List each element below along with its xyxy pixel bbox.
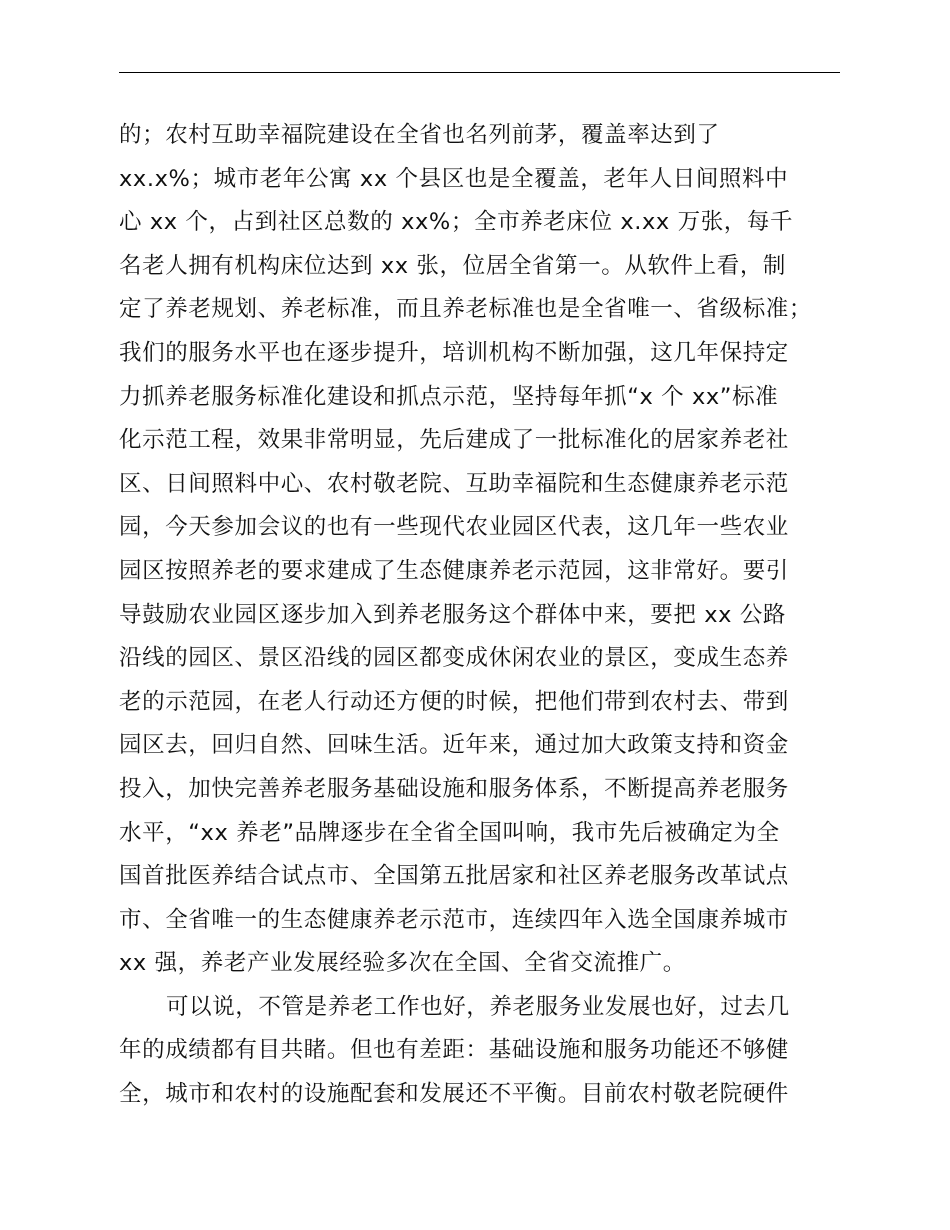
text-line: 年的成绩都有目共睹。但也有差距：基础设施和服务功能还不够健	[119, 1037, 789, 1064]
text-line: 定了养老规划、养老标准，而且养老标准也是全省唯一、省级标准；	[119, 296, 813, 323]
text-line: 园区按照养老的要求建成了生态健康养老示范园，这非常好。要引	[119, 557, 789, 584]
text-line: 心 xx 个，占到社区总数的 xx%；全市养老床位 x.xx 万张，每千	[119, 209, 794, 236]
text-line: 水平，“xx 养老”品牌逐步在全省全国叫响，我市先后被确定为全	[119, 819, 780, 846]
text-line: 市、全省唯一的生态健康养老示范市，连续四年入选全国康养城市	[119, 906, 789, 933]
text-line: 名老人拥有机构床位达到 xx 张，位居全省第一。从软件上看，制	[119, 252, 787, 279]
text-line: 园，今天参加会议的也有一些现代农业园区代表，这几年一些农业	[119, 514, 789, 541]
text-line: 可以说，不管是养老工作也好，养老服务业发展也好，过去几	[166, 993, 790, 1020]
paragraph-2	[119, 986, 879, 1117]
text-line: xx 强，养老产业发展经验多次在全国、全省交流推广。	[119, 950, 686, 977]
header-rule	[119, 72, 840, 73]
text-line: 投入，加快完善养老服务基础设施和服务体系，不断提高养老服务	[119, 775, 789, 802]
text-line: 的；农村互助幸福院建设在全省也名列前茅，覆盖率达到了	[119, 122, 720, 148]
text-line: 园区去，回归自然、回味生活。近年来，通过加大政策支持和资金	[119, 732, 789, 759]
text-line: 力抓养老服务标准化建设和抓点示范，坚持每年抓“x 个 xx”标准	[119, 383, 779, 410]
text-line: 国首批医养结合试点市、全国第五批居家和社区养老服务改革试点	[119, 863, 789, 890]
text-line: 沿线的园区、景区沿线的园区都变成休闲农业的景区，变成生态养	[119, 645, 789, 672]
text-line: 全，城市和农村的设施配套和发展还不平衡。目前农村敬老院硬件	[119, 1081, 789, 1108]
text-line: 化示范工程，效果非常明显，先后建成了一批标准化的居家养老社	[119, 427, 789, 454]
text-line: xx.x%；城市老年公寓 xx 个县区也是全覆盖，老年人日间照料中	[119, 165, 789, 192]
text-line: 导鼓励农业园区逐步加入到养老服务这个群体中来，要把 xx 公路	[119, 601, 787, 628]
text-line: 老的示范园，在老人行动还方便的时候，把他们带到农村去、带到	[119, 688, 789, 715]
text-line: 我们的服务水平也在逐步提升，培训机构不断加强，这几年保持定	[119, 339, 789, 366]
text-line: 区、日间照料中心、农村敬老院、互助幸福院和生态健康养老示范	[119, 470, 789, 497]
paragraph-1	[119, 114, 879, 986]
body-text	[119, 114, 879, 1117]
